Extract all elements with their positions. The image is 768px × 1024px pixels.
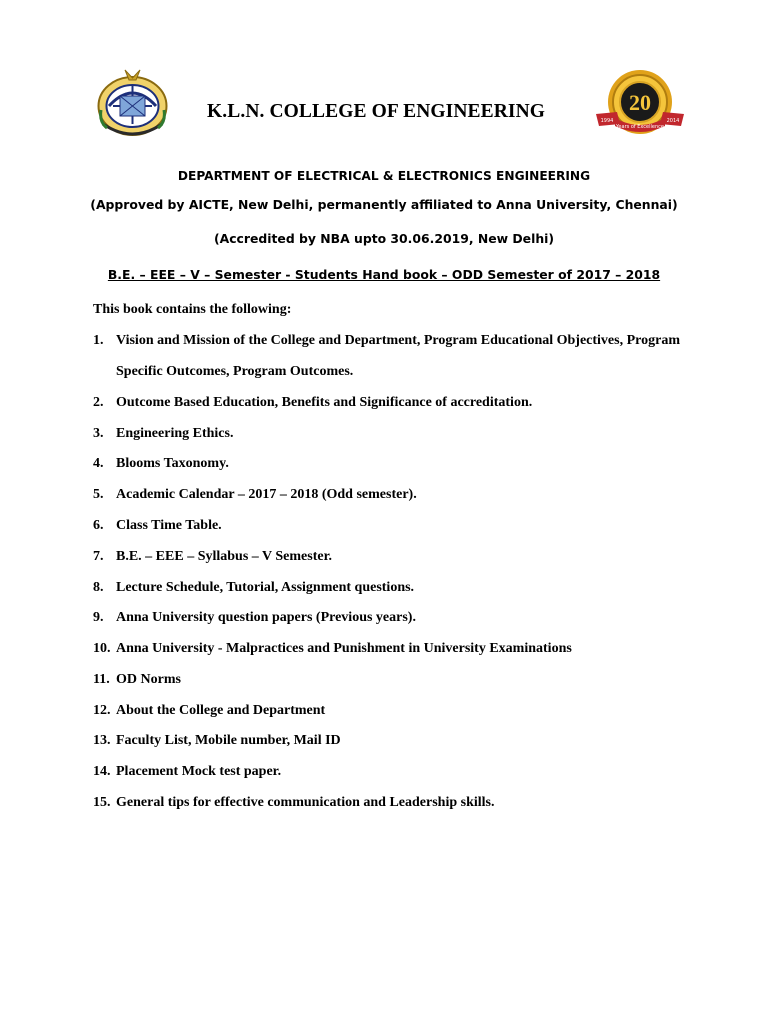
item-text: Anna University question papers (Previous years).	[116, 610, 416, 625]
item-number: 1.	[93, 333, 104, 348]
handbook-title	[0, 267, 768, 282]
item-text-continued: Specific Outcomes, Program Outcomes.	[116, 364, 354, 379]
item-number: 4.	[93, 456, 104, 471]
item-number: 5.	[93, 487, 104, 502]
accreditation-note: (Accredited by NBA upto 30.06.2019, New Delhi)	[213, 231, 555, 246]
item-number: 7.	[93, 549, 104, 564]
badge-end-year: 2014	[666, 118, 680, 124]
item-number: 11.	[93, 672, 110, 687]
item-text: Outcome Based Education, Benefits and Significance of accreditation.	[116, 395, 533, 410]
item-number: 13.	[93, 733, 111, 748]
item-text: Vision and Mission of the College and Department, Program Educational Objectives, Program	[116, 333, 680, 348]
item-text: Placement Mock test paper.	[116, 764, 282, 779]
item-text: B.E. – EEE – Syllabus – V Semester.	[116, 549, 333, 564]
item-text: Lecture Schedule, Tutorial, Assignment questions.	[116, 580, 415, 595]
item-number: 15.	[93, 795, 111, 810]
college-name: K.L.N. COLLEGE OF ENGINEERING	[207, 101, 546, 122]
badge-number: 20	[629, 90, 651, 115]
handbook-title-text: B.E. – EEE – V – Semester - Students Hand book – ODD Semester of 2017 – 2018	[107, 267, 661, 282]
item-text: Blooms Taxonomy.	[116, 456, 229, 471]
item-number: 14.	[93, 764, 111, 779]
item-text: Anna University - Malpractices and Punishment in University Examinations	[116, 641, 572, 656]
item-text: Class Time Table.	[116, 518, 222, 533]
item-text: Faculty List, Mobile number, Mail ID	[116, 733, 341, 748]
item-text: About the College and Department	[116, 703, 326, 718]
item-number: 8.	[93, 580, 104, 595]
contents-intro: This book contains the following:	[93, 302, 292, 317]
item-number: 6.	[93, 518, 104, 533]
item-number: 9.	[93, 610, 104, 625]
badge-caption: Years of Excellence	[616, 124, 664, 130]
item-number: 3.	[93, 426, 104, 441]
college-emblem-icon	[95, 66, 170, 138]
item-text: Engineering Ethics.	[116, 426, 234, 441]
item-number: 12.	[93, 703, 111, 718]
item-text: General tips for effective communication and Leadership skills.	[116, 795, 495, 810]
anniversary-20-years-badge-icon	[593, 68, 688, 140]
item-text: Academic Calendar – 2017 – 2018 (Odd semester).	[116, 487, 417, 502]
item-text: OD Norms	[116, 672, 181, 687]
item-number: 2.	[93, 395, 104, 410]
department-heading: DEPARTMENT OF ELECTRICAL & ELECTRONICS ENGINEERING	[177, 169, 591, 183]
badge-start-year: 1994	[600, 118, 614, 124]
approval-note: (Approved by AICTE, New Delhi, permanently affiliated to Anna University, Chennai)	[90, 197, 678, 212]
item-number: 10.	[93, 641, 111, 656]
